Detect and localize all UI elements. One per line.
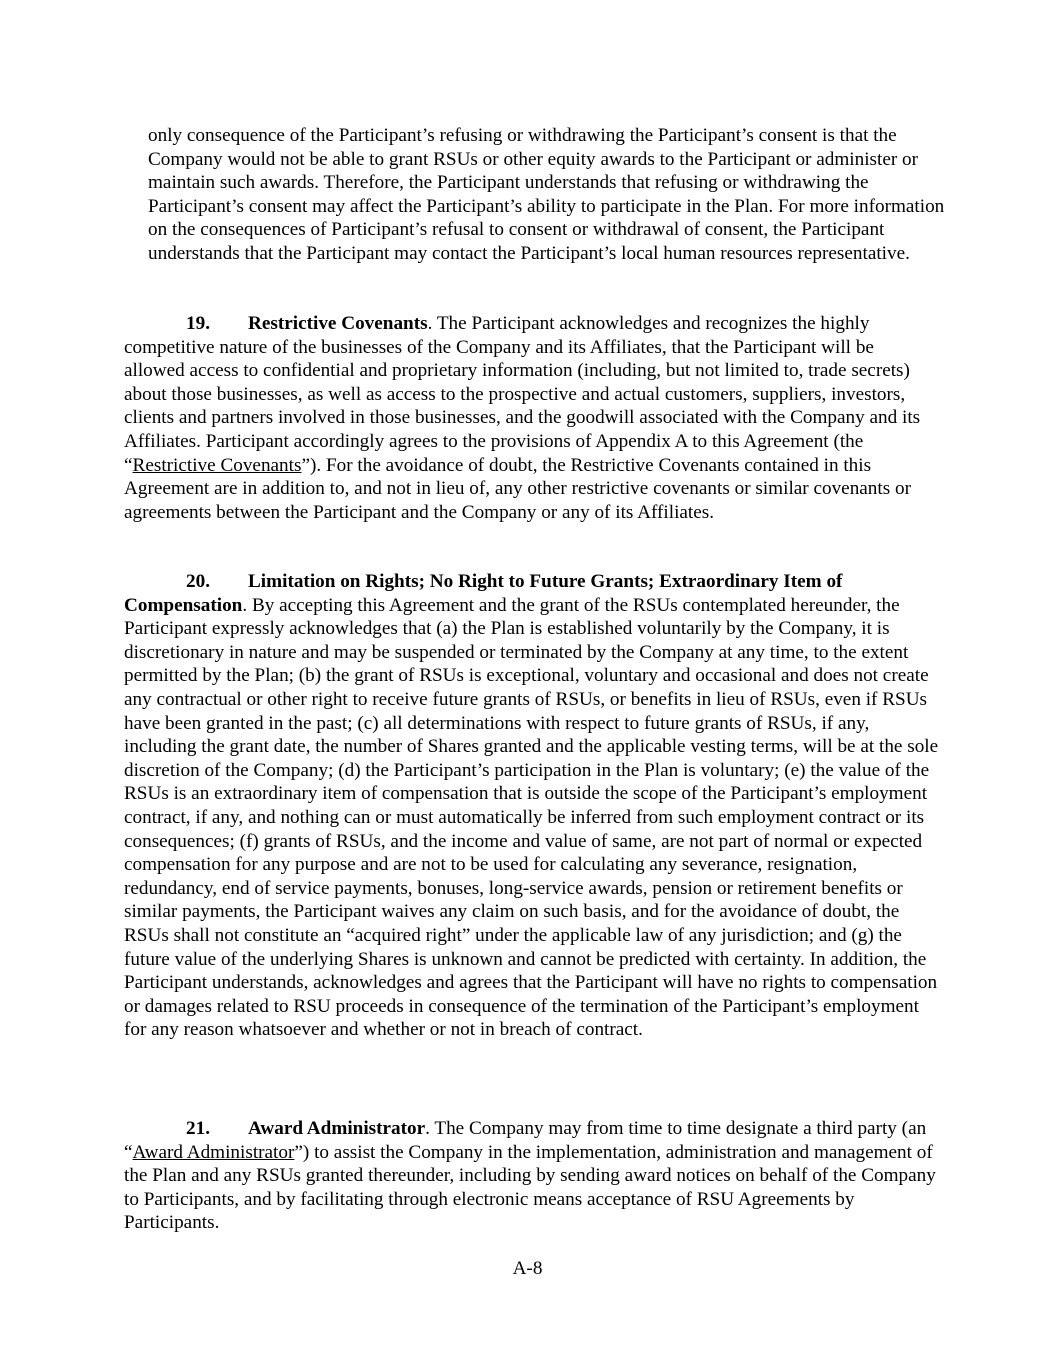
section-19-heading: Restrictive Covenants bbox=[248, 313, 428, 334]
section-19-text-after: ”). For the avoidance of doubt, the Restrictive Covenants contained in this Agreement are in addition to, and not in lieu of, any other restrictive covenants or similar covenants or agreements between the Participant and the Company or any of its Affiliates. bbox=[124, 454, 911, 523]
section-19-text-before: . The Participant acknowledges and recognizes the highly competitive nature of the businesses of the Company and its Affiliates, that the Participant will be allowed access to confidential and proprietary information (including, but not limited to, trade secrets) about those businesses, as well as access to the prospective and actual customers, suppliers, investors, clients and partners involved in those businesses, and the goodwill associated with the Company and its Affiliates. Participant accordingly agrees to the provisions of Appendix A to this Agreement (the “ bbox=[124, 313, 921, 476]
section-21-text-after: ”) to assist the Company in the implementation, administration and management of the Plan and any RSUs granted thereunder, including by sending award notices on behalf of the Company to Participants, and by facilitating through electronic means acceptance of RSU Agreements by Participants. bbox=[124, 1141, 936, 1234]
page-number: A-8 bbox=[512, 1258, 543, 1279]
section-19 bbox=[124, 312, 939, 524]
section-21 bbox=[124, 1117, 939, 1235]
defined-term-restrictive-covenants: Restrictive Covenants bbox=[132, 454, 302, 476]
section-21-heading: Award Administrator bbox=[248, 1118, 426, 1139]
section-21-number: 21. bbox=[186, 1118, 210, 1139]
section-20-number: 20. bbox=[186, 571, 210, 592]
section-21-text-before: . The Company may from time to time designate a third party (an “ bbox=[124, 1118, 927, 1163]
section-19-number: 19. bbox=[186, 313, 210, 334]
section-20-heading: Limitation on Rights; No Right to Future Grants; Extraordinary Item of Compensation bbox=[124, 571, 843, 616]
section-20 bbox=[124, 570, 939, 1042]
continued-paragraph: only consequence of the Participant’s refusing or withdrawing the Participant’s consent is that the Company would not be able to grant RSUs or other equity awards to the Participant or administer or maintain such awards. Therefore, the Participant understands that refusing or withdrawing the Participant’s consent may affect the Participant’s ability to participate in the Plan. For more information on the consequences of Participant’s refusal to consent or withdrawal of consent, the Participant understands that the Participant may contact the Participant’s local human resources representative. bbox=[148, 125, 945, 264]
defined-term-award-administrator: Award Administrator bbox=[132, 1141, 295, 1163]
section-20-text: . By accepting this Agreement and the grant of the RSUs contemplated hereunder, the Participant expressly acknowledges that (a) the Plan is established voluntarily by the Company, it is discretionary in nature and may be suspended or terminated by the Company at any time, to the extent permitted by the Plan; (b) the grant of RSUs is exceptional, voluntary and occasional and does not create any contractual or other right to receive future grants of RSUs, or benefits in lieu of RSUs, even if RSUs have been granted in the past; (c) all determinations with respect to future grants of RSUs, if any, including the grant date, the number of Shares granted and the applicable vesting terms, will be at the sole discretion of the Company; (d) the Participant’s participation in the Plan is voluntary; (e) the value of the RSUs is an extraordinary item of compensation that is outside the scope of the Participant’s employment contract, if any, and nothing can or must automatically be inferred from such employment contract or its consequences; (f) grants of RSUs, and the income and value of same, are not part of normal or expected compensation for any purpose and are not to be used for calculating any severance, resignation, redundancy, end of service payments, bonuses, long-service awards, pension or retirement benefits or similar payments, the Participant waives any claim on such basis, and for the avoidance of doubt, the RSUs shall not constitute an “acquired right” under the applicable law of any jurisdiction; and (g) the future value of the underlying Shares is unknown and cannot be predicted with certainty. In addition, the Participant understands, acknowledges and agrees that the Participant will have no rights to compensation or damages related to RSU proceeds in consequence of the termination of the Participant’s employment for any reason whatsoever and whether or not in breach of contract. bbox=[124, 594, 939, 1041]
